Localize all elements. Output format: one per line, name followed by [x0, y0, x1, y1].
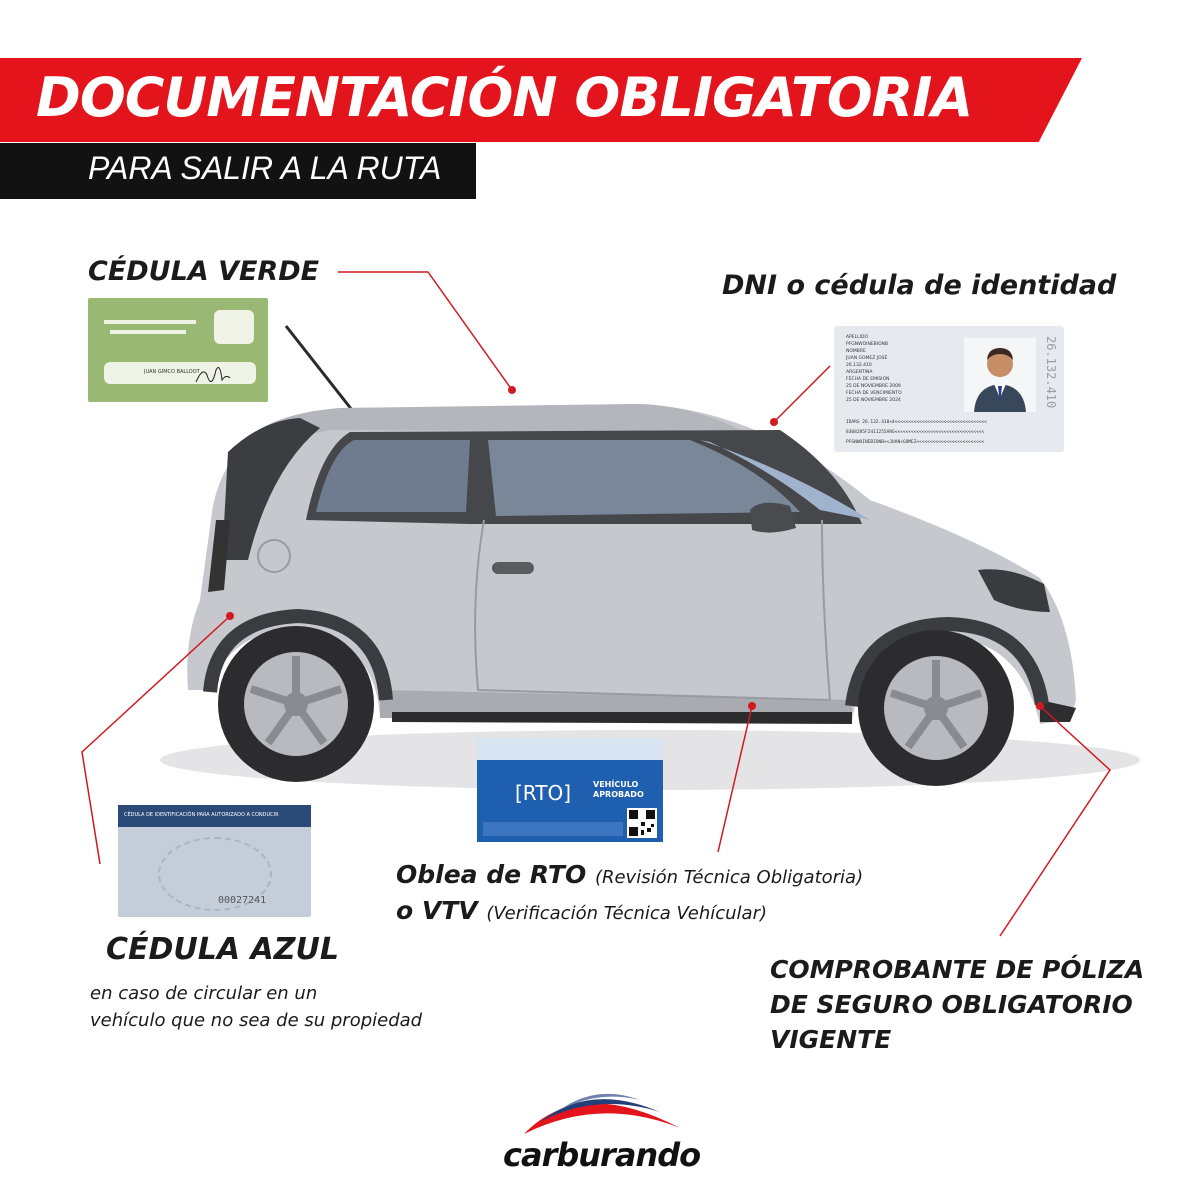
person-avatar-icon [964, 338, 1036, 412]
page-title: DOCUMENTACIÓN OBLIGATORIA [36, 66, 973, 129]
page-subtitle: PARA SALIR A LA RUTA [88, 150, 442, 186]
dni-side-number: 26.132.410 [1044, 336, 1058, 409]
rto-status-1: VEHÍCULO [593, 780, 639, 789]
rto-code: [RTO] [515, 781, 572, 805]
brand-name: carburando [503, 1136, 701, 1174]
green-card-name: JUAN GIMCO BALLOOT [144, 369, 200, 375]
qr-code-icon [627, 808, 657, 838]
cedula-azul-card: CÉDULA DE IDENTIFICACIÓN PARA AUTORIZADO A CONDUCIR 00027241 [118, 805, 311, 917]
carburando-logo-icon [520, 1082, 690, 1136]
signature-icon [192, 360, 232, 392]
dni-card: APELLIDO PFGNWOINEBIONB NOMBRE JUAN GOMEZ JOSÉ 26.132.410 ARGENTINA FECHA DE EMISIÓN 25 DE NOVIEMBRE 2009 FECHA DE VENCIMIENTO 25 DE NOVIEMBRE 2024 26.132.410 IDARG 26.132.410<4<<<<<<<<<<<<<<<<<<<<<<<<<<<<<<<<<< 8308285F2411255ARG<<<<<<<<<<<<<<<<<<<<<<<<<<<<<<<<< PFGNWOINEBIONB<<JUAN<GOMEZ<<<<<<<<<<<<<<<<<<<<<<<<< [834, 326, 1064, 452]
cedula-verde-card [88, 298, 268, 402]
door-handle [492, 562, 534, 574]
cedula-verde-label: CÉDULA VERDE [88, 256, 320, 287]
poliza-label: COMPROBANTE DE PÓLIZA DE SEGURO OBLIGATORIO VIGENTE [770, 955, 1145, 1054]
dni-label: DNI o cédula de identidad [722, 270, 1117, 301]
rto-sticker [477, 738, 663, 842]
mirror [750, 503, 796, 533]
vtv-label: o VTV (Verificación Técnica Vehícular) [396, 896, 768, 925]
cedula-azul-note: en caso de circular en un vehículo que no sea de su propiedad [90, 983, 423, 1031]
rto-status-2: APROBADO [593, 790, 644, 799]
car-skirt [392, 712, 852, 724]
cedula-azul-label: CÉDULA AZUL [106, 932, 339, 967]
rto-label: Oblea de RTO (Revisión Técnica Obligatoria) [396, 860, 864, 889]
antenna [286, 326, 352, 410]
azul-number: 00027241 [218, 895, 267, 906]
dni-photo [964, 338, 1036, 412]
